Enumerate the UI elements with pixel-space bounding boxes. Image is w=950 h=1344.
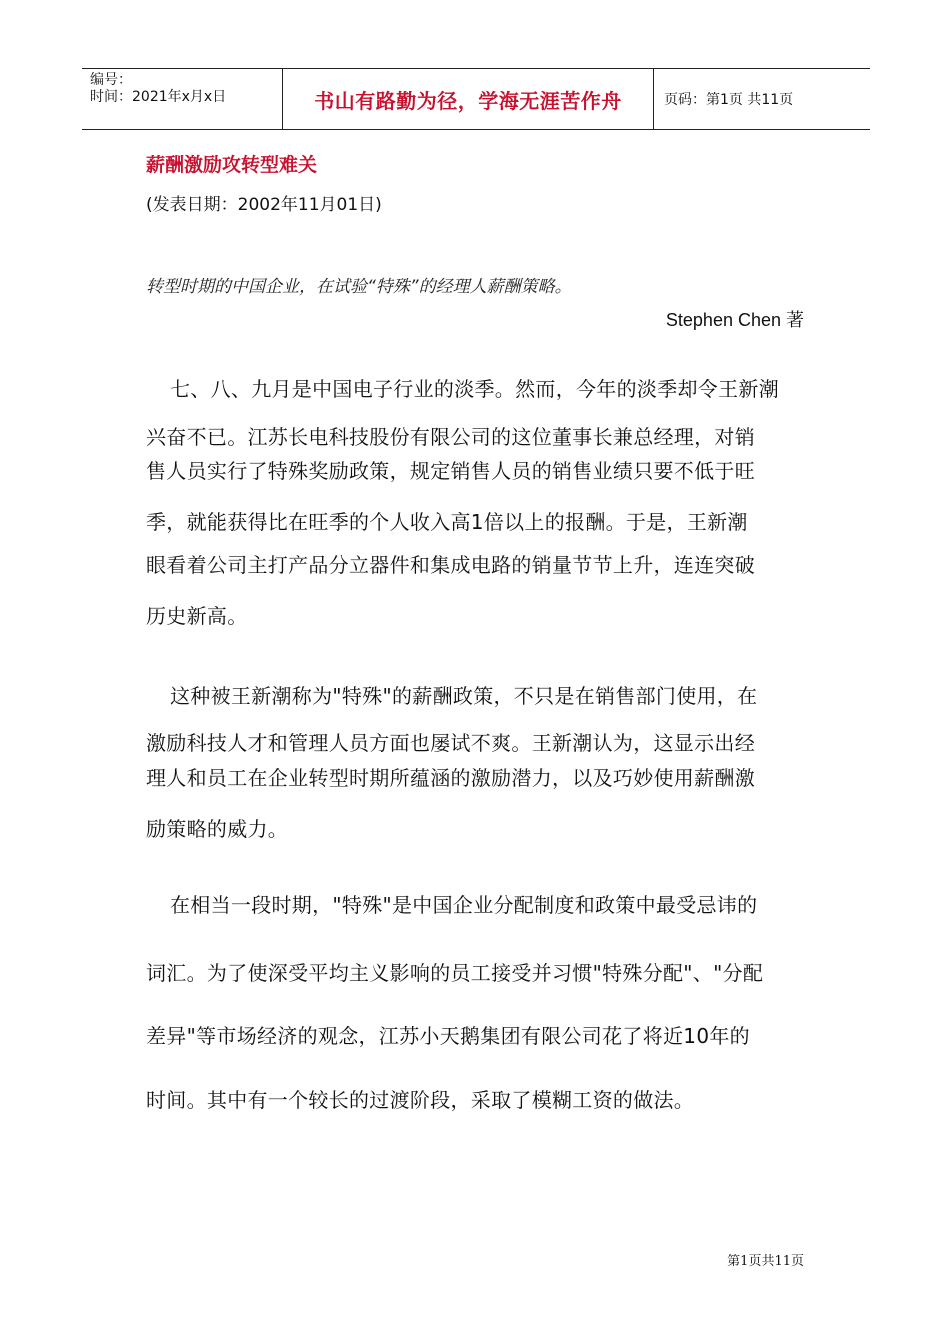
number-label: 编号： (90, 72, 132, 88)
time-label: 时间：2021年x月x日 (90, 89, 227, 105)
paragraph-line: 词汇。为了使深受平均主义影响的员工接受并习惯"特殊分配"、"分配 (146, 961, 764, 985)
paragraph-line: 时间。其中有一个较长的过渡阶段，采取了模糊工资的做法。 (146, 1088, 695, 1112)
paragraph-line: 季，就能获得比在旺季的个人收入高1倍以上的报酬。于是，王新潮 (146, 510, 748, 534)
header-page-info: 页码：第1页 共11页 (664, 92, 794, 108)
paragraph-line: 售人员实行了特殊奖励政策，规定销售人员的销售业绩只要不低于旺 (146, 459, 755, 483)
paragraph-line: 眼看着公司主打产品分立器件和集成电路的销量节节上升，连连突破 (146, 553, 755, 577)
paragraph-line: 差异"等市场经济的观念，江苏小天鹅集团有限公司花了将近10年的 (146, 1024, 750, 1048)
paragraph-line: 在相当一段时期，"特殊"是中国企业分配制度和政策中最受忌讳的 (170, 893, 758, 917)
paragraph-line: 这种被王新潮称为"特殊"的薪酬政策，不只是在销售部门使用，在 (170, 684, 758, 708)
header-meta (82, 69, 282, 129)
paragraph-line: 七、八、九月是中国电子行业的淡季。然而，今年的淡季却令王新潮 (170, 377, 779, 401)
header-motto: 书山有路勤为径，学海无涯苦作舟 (282, 69, 654, 129)
footer-page-number: 第1页共11页 (727, 1254, 804, 1269)
article-lead: 转型时期的中国企业，在试验“特殊”的经理人薪酬策略。 (146, 277, 572, 297)
article-title: 薪酬激励攻转型难关 (146, 154, 318, 176)
paragraph-line: 历史新高。 (146, 604, 248, 628)
article-author: Stephen Chen 著 (665, 310, 804, 330)
document-header (82, 68, 870, 130)
paragraph-line: 理人和员工在企业转型时期所蕴涵的激励潜力，以及巧妙使用薪酬激 (146, 766, 755, 790)
paragraph-line: 激励科技人才和管理人员方面也屡试不爽。王新潮认为，这显示出经 (146, 731, 755, 755)
paragraph-line: 励策略的威力。 (146, 817, 289, 841)
article-pubdate: (发表日期：2002年11月01日) (146, 195, 382, 215)
paragraph-line: 兴奋不已。江苏长电科技股份有限公司的这位董事长兼总经理，对销 (146, 425, 755, 449)
